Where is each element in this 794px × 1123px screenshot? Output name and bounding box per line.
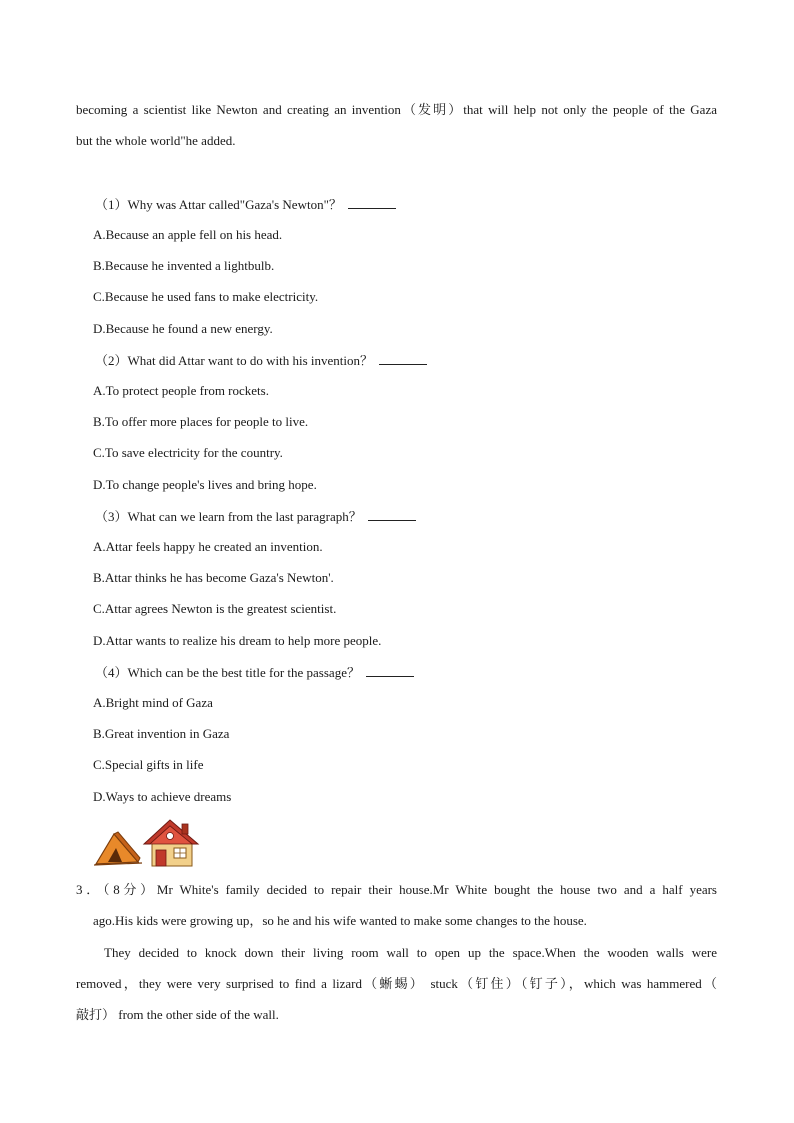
option-4b: B.Great invention in Gaza — [93, 726, 230, 741]
question-text: （1）Why was Attar called"Gaza's Newton"？ — [95, 197, 342, 212]
option-2b: B.To offer more places for people to live. — [93, 414, 309, 429]
question-3-stem — [95, 508, 416, 525]
option-1c: C.Because he used fans to make electricity. — [93, 289, 319, 304]
question-1-stem — [95, 196, 396, 213]
question-text: （4）Which can be the best title for the passage？ — [95, 665, 360, 680]
answer-blank — [379, 352, 427, 365]
passage-line: becoming a scientist like Newton and creating an invention（发明）that will help not only the people of the Gaza — [76, 102, 717, 117]
option-2c: C.To save electricity for the country. — [93, 445, 283, 460]
section-3-line: They decided to knock down their living room wall to open up the space.When the wooden walls were — [104, 945, 717, 960]
question-2-stem — [95, 352, 427, 369]
option-1b: B.Because he invented a lightbulb. — [93, 258, 275, 273]
option-3d: D.Attar wants to realize his dream to help more people. — [93, 633, 382, 648]
option-2a: A.To protect people from rockets. — [93, 383, 269, 398]
section-3-line: 3．（8分）Mr White's family decided to repair their house.Mr White bought the house two and a half years — [76, 882, 717, 897]
section-3-line: removed，they were very surprised to find a lizard（蜥蜴） stuck（钉住）（钉子），which was hammered（ — [76, 976, 717, 991]
section-3-line: 敲打） from the other side of the wall. — [76, 1007, 279, 1022]
option-1d: D.Because he found a new energy. — [93, 321, 273, 336]
option-3c: C.Attar agrees Newton is the greatest scientist. — [93, 601, 337, 616]
option-4d: D.Ways to achieve dreams — [93, 789, 232, 804]
answer-blank — [366, 664, 414, 677]
option-4a: A.Bright mind of Gaza — [93, 695, 213, 710]
question-4-stem — [95, 664, 414, 681]
question-text: （3）What can we learn from the last paragraph？ — [95, 509, 362, 524]
question-text: （2）What did Attar want to do with his invention？ — [95, 353, 374, 368]
option-3a: A.Attar feels happy he created an invention. — [93, 539, 323, 554]
option-2d: D.To change people's lives and bring hope. — [93, 477, 317, 492]
answer-blank — [348, 196, 396, 209]
passage-line: but the whole world"he added. — [76, 133, 236, 148]
section-3-line: ago.His kids were growing up，so he and his wife wanted to make some changes to the house. — [93, 913, 587, 928]
tent-house-icon — [94, 818, 202, 870]
answer-blank — [368, 508, 416, 521]
option-1a: A.Because an apple fell on his head. — [93, 227, 283, 242]
option-4c: C.Special gifts in life — [93, 757, 204, 772]
option-3b: B.Attar thinks he has become Gaza's Newton'. — [93, 570, 334, 585]
